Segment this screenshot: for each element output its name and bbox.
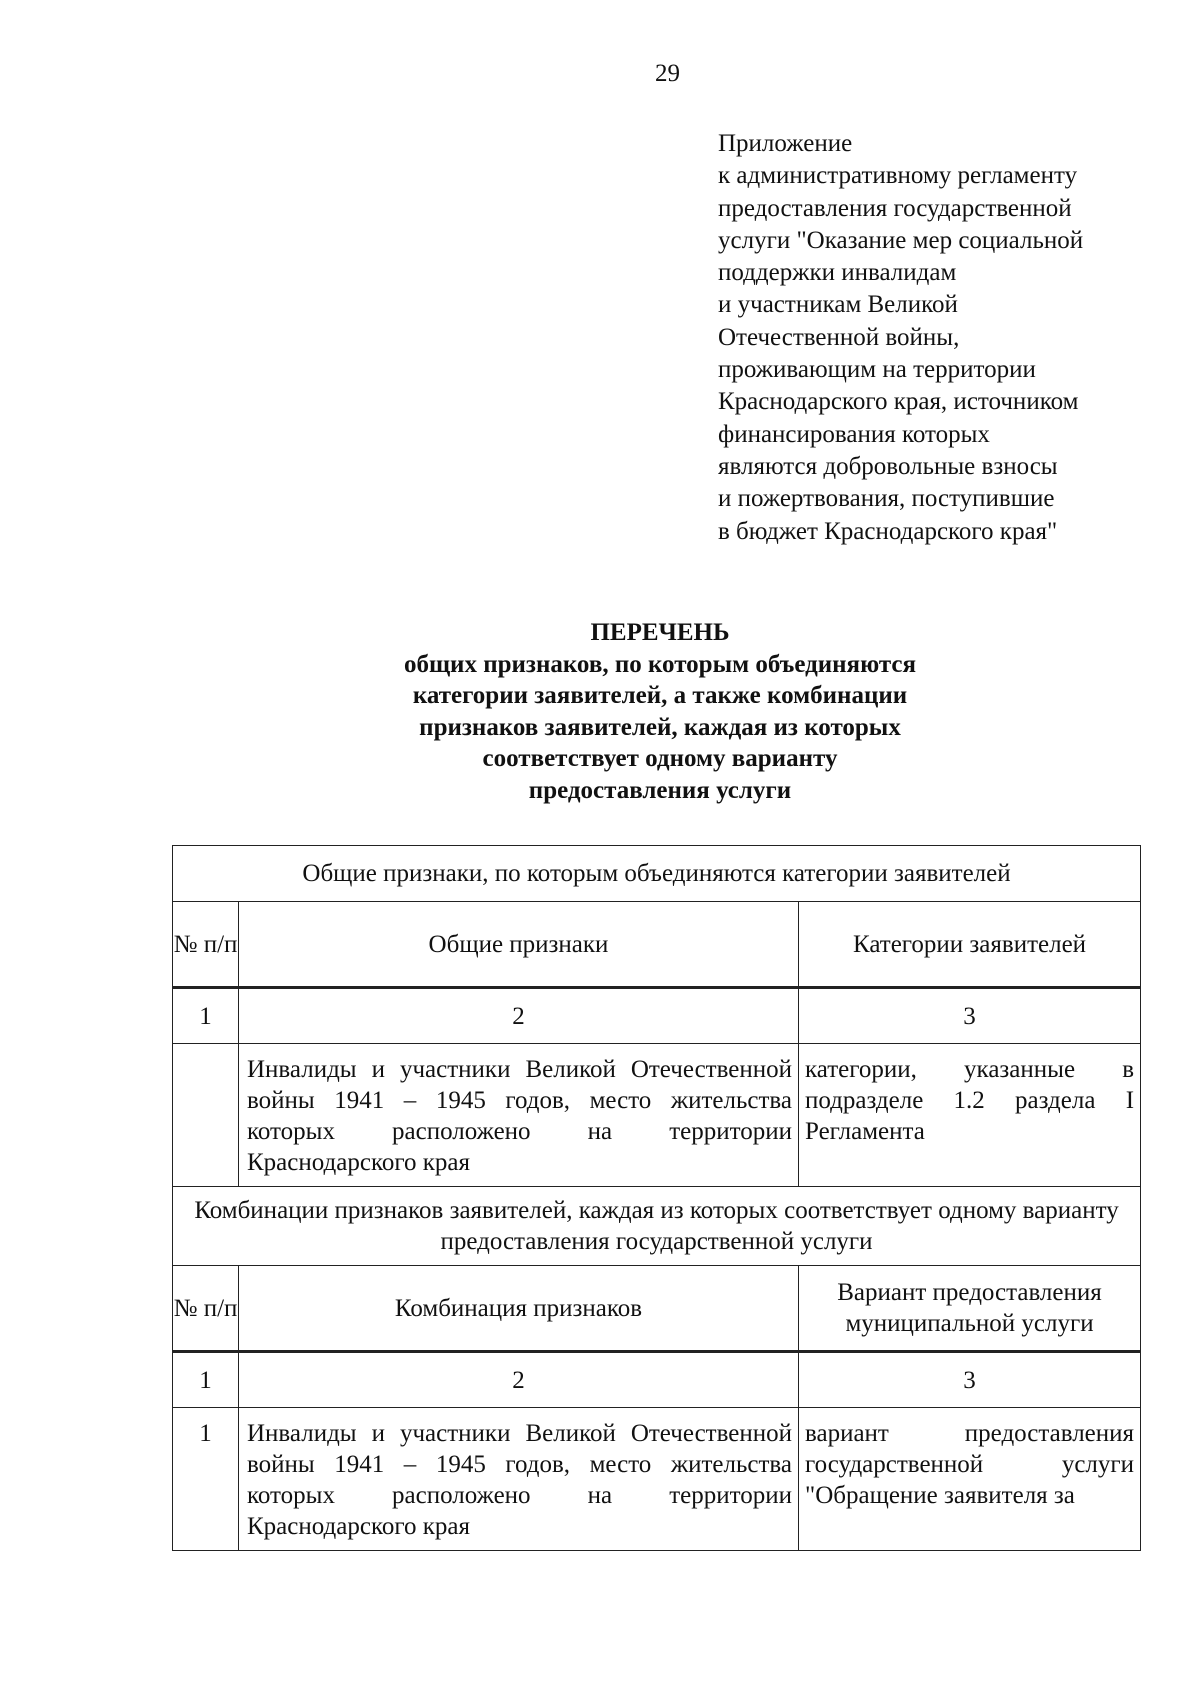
appendix-line: к административному регламенту <box>718 162 1078 190</box>
appendix-line: услуги "Оказание мер социальной <box>718 226 1084 254</box>
row-variant: вариант предоставления государственной услуги "Обращение заявителя за <box>799 1408 1141 1551</box>
section2-title: Комбинации признаков заявителей, каждая из которых соответствует одному варианту предоставления государственной услуги <box>173 1187 1141 1266</box>
section1-col-number-1: 1 <box>173 988 239 1044</box>
row-number: 1 <box>173 1408 239 1551</box>
heading-line: соответствует одному варианту <box>482 745 838 772</box>
criteria-table <box>172 845 1141 1551</box>
table-row <box>173 1408 1141 1551</box>
appendix-line: предоставления государственной <box>718 194 1072 222</box>
section1-header-num: № п/п <box>173 902 239 988</box>
heading-line: предоставления услуги <box>528 776 792 804</box>
section2-col-number-3: 3 <box>799 1352 1141 1408</box>
heading-line: категории заявителей, а также комбинации <box>412 682 908 709</box>
table-row <box>173 1044 1141 1187</box>
section2-header-variant: Вариант предоставления муниципальной услуги <box>799 1266 1141 1352</box>
heading-title: ПЕРЕЧЕНЬ <box>590 619 730 646</box>
row-feature: Инвалиды и участники Великой Отечественной войны 1941 – 1945 годов, место жительства которых расположено на территории Краснодарского края <box>239 1044 799 1187</box>
appendix-line: в бюджет Краснодарского края" <box>718 517 1058 545</box>
heading-line: общих признаков, по которым объединяются <box>403 650 917 678</box>
appendix-line: и пожертвования, поступившие <box>718 485 1055 513</box>
page-number: 29 <box>655 60 680 87</box>
row-category: категории, указанные в подразделе 1.2 раздела I Регламента <box>799 1044 1141 1187</box>
appendix-line: финансирования которых <box>718 420 990 448</box>
section2-header-combination: Комбинация признаков <box>239 1266 799 1352</box>
section1-col-number-2: 2 <box>239 988 799 1044</box>
appendix-line: являются добровольные взносы <box>718 452 1058 480</box>
appendix-line: Отечественной войны, <box>718 323 960 351</box>
row-feature: Инвалиды и участники Великой Отечественной войны 1941 – 1945 годов, место жительства которых расположено на территории Краснодарского края <box>239 1408 799 1551</box>
section2-col-number-1: 1 <box>173 1352 239 1408</box>
section1-header-categories: Категории заявителей <box>799 902 1141 988</box>
section1-header-features: Общие признаки <box>239 902 799 988</box>
appendix-line: поддержки инвалидам <box>718 259 957 287</box>
document-heading <box>260 617 1060 806</box>
section2-col-number-2: 2 <box>239 1352 799 1408</box>
appendix-line: проживающим на территории <box>718 356 1036 384</box>
appendix-line: Краснодарского края, источником <box>718 388 1079 416</box>
section2-header-num: № п/п <box>173 1266 239 1352</box>
section1-title: Общие признаки, по которым объединяются категории заявителей <box>173 846 1141 902</box>
section1-col-number-3: 3 <box>799 988 1141 1044</box>
row-number <box>173 1044 239 1187</box>
appendix-line: и участникам Великой <box>718 291 958 319</box>
heading-line: признаков заявителей, каждая из которых <box>419 713 901 741</box>
appendix-line: Приложение <box>718 130 853 157</box>
appendix-block <box>718 128 1158 548</box>
